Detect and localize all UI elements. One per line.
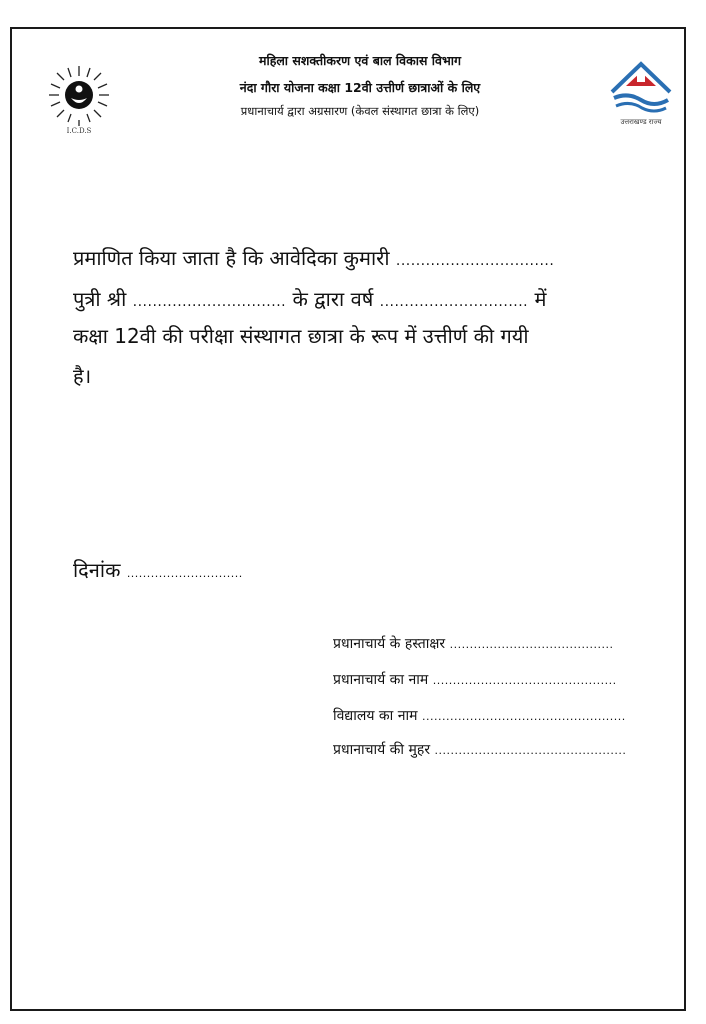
principal-signature-field (333, 634, 613, 653)
certificate-line-4: है। (73, 364, 92, 388)
certificate-text: प्रमाणित किया जाता है कि आवेदिका कुमारी (73, 246, 390, 270)
field-blank: .............................................. (432, 674, 617, 687)
field-blank: ................................................... (421, 710, 626, 723)
form-subtitle: प्रधानाचार्य द्वारा अग्रसारण (केवल संस्थागत छात्रा के लिए) (240, 104, 480, 118)
scheme-title: नंदा गौरा योजना कक्षा 12वी उत्तीर्ण छात्राओं के लिए (239, 80, 481, 95)
field-blank: ......................................... (449, 638, 614, 651)
year-blank: .............................. (379, 294, 529, 310)
date-label: दिनांक (73, 558, 121, 582)
school-name-field (333, 706, 626, 725)
department-title: महिला सशक्तीकरण एवं बाल विकास विभाग (258, 53, 462, 68)
uttarakhand-logo-text: उत्तराखण्ड राज्य (620, 118, 662, 126)
uttarakhand-logo (606, 54, 676, 130)
field-label: प्रधानाचार्य का नाम (333, 672, 429, 688)
certificate-text: में (534, 287, 547, 311)
certificate-line-3: कक्षा 12वी की परीक्षा संस्थागत छात्रा के रूप में उत्तीर्ण की गयी (73, 324, 529, 348)
certificate-line-1 (73, 244, 554, 271)
icds-logo (43, 62, 115, 134)
icds-logo-text: I.C.D.S (66, 127, 92, 134)
certificate-text: पुत्री श्री (73, 287, 127, 311)
principal-name-field (333, 670, 617, 689)
principal-seal-field (333, 740, 626, 759)
field-label: प्रधानाचार्य की मुहर (333, 742, 431, 758)
field-label: प्रधानाचार्य के हस्ताक्षर (333, 636, 446, 652)
certificate-line-2 (73, 285, 546, 312)
field-blank: ................................................ (434, 744, 627, 757)
page-border (10, 27, 686, 1011)
father-name-blank: ............................... (132, 294, 287, 310)
certificate-text: के द्वारा वर्ष (292, 287, 374, 311)
date-blank: ............................. (126, 567, 243, 580)
applicant-name-blank: ................................ (395, 253, 555, 269)
date-field (73, 556, 243, 583)
field-label: विद्यालय का नाम (333, 708, 418, 724)
